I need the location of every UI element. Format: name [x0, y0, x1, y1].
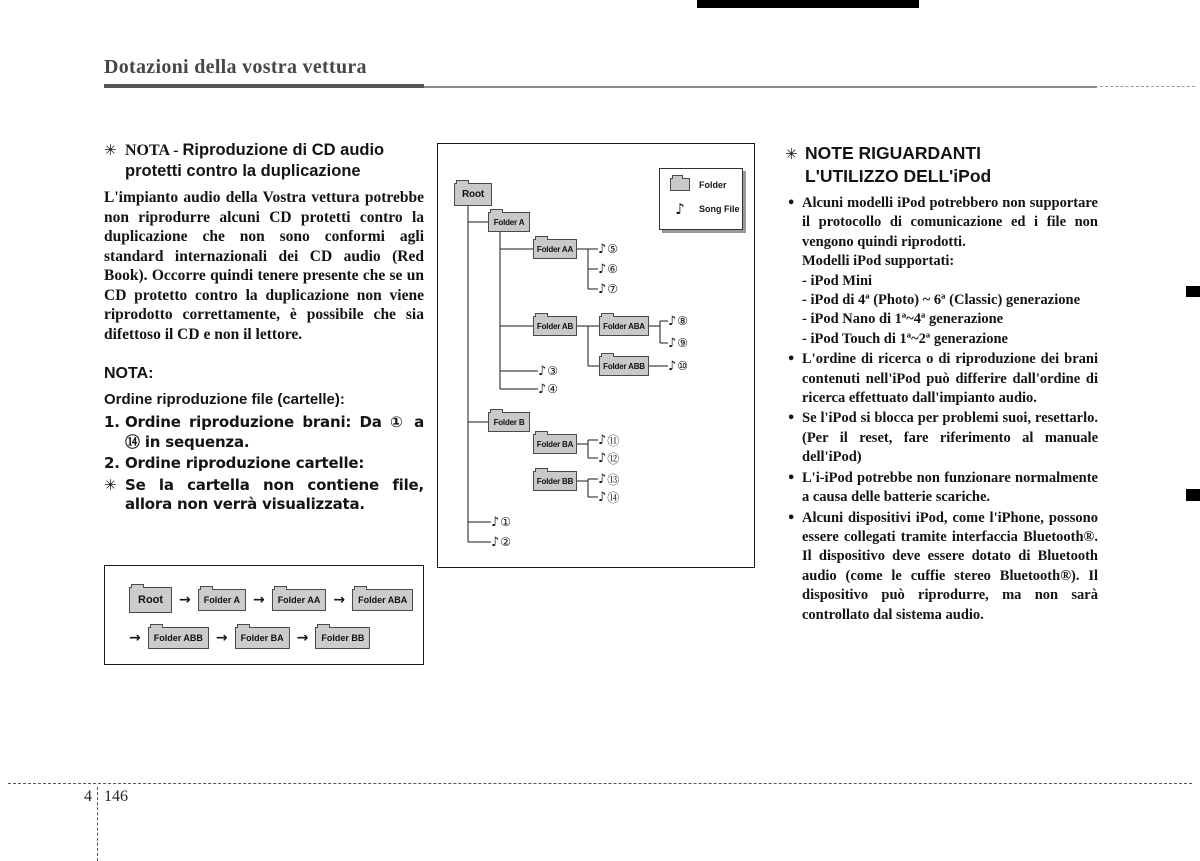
arrow-right-icon: →	[215, 629, 228, 646]
tree-node-folder-b	[488, 412, 530, 432]
nota-label: NOTA -	[125, 142, 183, 159]
song-number: ⑬	[607, 472, 620, 487]
music-note-icon: ♪	[668, 313, 677, 329]
bullet-text: L'i-iPod potrebbe non funzionare normalmente a causa delle batterie scariche.	[802, 469, 1098, 506]
tree-node-label: Folder AA	[536, 244, 574, 254]
tree-node-root	[454, 183, 492, 206]
arrow-right-icon: →	[252, 591, 265, 608]
ipod-models-title: Modelli iPod supportati:	[802, 253, 955, 270]
item-text: Se la cartella non contiene file, allora non verrà visualizzata.	[125, 475, 424, 513]
tree-song-14	[598, 489, 619, 505]
tree-node-label: Folder ABB	[603, 361, 645, 371]
flow-node-label: Root	[138, 594, 164, 606]
tree-song-7	[598, 281, 618, 297]
tree-node-folder-bb	[533, 471, 577, 491]
folder-tree-diagram	[437, 143, 755, 568]
bullet-text: Alcuni dispositivi iPod, come l'iPhone, possono essere collegati tramite interfaccia Bluetooth®. Il dispositivo deve essere dotato di Bluetooth audio (come le cuffie stereo Bluetooth®). Il dispositivo può riprodurre, ma non sarà controllato dal sistema audio.	[802, 509, 1098, 623]
ipod-model-item: - iPod Touch di 1ª~2ª generazione	[802, 330, 1008, 347]
song-number: ⑨	[677, 336, 689, 350]
tree-song-13	[598, 471, 619, 487]
flow-node-folder-aba	[352, 589, 413, 611]
music-note-icon: ♪	[598, 432, 607, 448]
tree-node-folder-aa	[533, 239, 577, 259]
item-number: 1.	[104, 413, 120, 431]
music-note-icon: ♪	[598, 450, 607, 466]
cd-note-heading-text: Riproduzione di CD audio protetti contro la duplicazione	[125, 141, 385, 180]
song-number: ⑦	[607, 282, 619, 296]
page-title: Dotazioni della vostra vettura	[104, 56, 367, 78]
tree-song-9	[668, 335, 688, 351]
music-note-icon: ♪	[668, 358, 677, 374]
tree-node-folder-a	[488, 212, 530, 232]
item-text: Ordine riproduzione brani: Da ① a ⑭ in sequenza.	[125, 413, 424, 451]
ipod-heading-line1: NOTE RIGUARDANTI	[805, 143, 981, 163]
tree-node-folder-ba	[533, 434, 577, 454]
song-number: ⑥	[607, 262, 619, 276]
tree-song-11	[598, 432, 619, 448]
tree-song-6	[598, 261, 618, 277]
cd-note-heading	[104, 140, 406, 182]
flow-row-1	[129, 582, 413, 613]
left-column	[104, 140, 424, 517]
scan-artifact-top-bar	[697, 0, 919, 8]
ipod-bullet-5	[785, 509, 1098, 625]
nota-section-title: NOTA:	[104, 365, 154, 382]
music-note-icon: ♪	[668, 335, 677, 351]
ipod-bullet-3	[785, 409, 1098, 467]
flow-node-folder-ba	[235, 627, 290, 649]
ipod-model-item: - iPod di 4ª (Photo) ~ 6ª (Classic) generazione	[802, 292, 1081, 309]
folder-icon	[670, 178, 690, 191]
asterisk-icon: ✳	[785, 145, 798, 163]
ipod-heading-line2: L'UTILIZZO DELL'iPod	[805, 166, 992, 186]
play-order-item-1	[104, 413, 424, 452]
arrow-right-icon: →	[179, 591, 191, 608]
tree-song-3	[538, 363, 558, 379]
folder-order-diagram	[104, 565, 424, 665]
tree-node-folder-aba	[599, 316, 649, 336]
asterisk-icon: ✳	[104, 475, 117, 494]
flow-node-label: Folder ABB	[153, 633, 203, 643]
tree-node-label: Folder AB	[536, 321, 574, 331]
tree-node-folder-abb	[599, 356, 649, 376]
song-number: ⑫	[607, 451, 620, 466]
music-note-icon: ♪	[538, 381, 547, 397]
tree-node-label: Folder BA	[536, 439, 574, 449]
tree-song-2	[491, 534, 511, 550]
flow-node-label: Folder A	[203, 595, 240, 605]
header-rule-light	[424, 86, 1097, 88]
song-number: ③	[547, 364, 559, 378]
flow-node-folder-aa	[272, 589, 327, 611]
song-number: ⑧	[677, 314, 689, 328]
music-note-icon: ♪	[491, 534, 500, 550]
bullet-icon: •	[787, 196, 796, 211]
music-note-icon: ♪	[598, 241, 607, 257]
tree-song-10	[668, 358, 688, 374]
tree-node-folder-ab	[533, 316, 577, 336]
arrow-right-icon: →	[129, 629, 141, 646]
chapter-number: 4	[84, 788, 92, 805]
song-number: ②	[500, 535, 512, 549]
music-note-icon: ♪	[491, 514, 500, 530]
music-note-icon: ♪	[675, 200, 685, 218]
tree-node-label: Folder A	[493, 217, 525, 227]
bullet-text: Alcuni modelli iPod potrebbero non supportare il protocollo di comunicazione ed i file non vengono quindi riprodotti.	[802, 195, 1098, 250]
header-rule-dashed	[1100, 86, 1195, 87]
tree-song-5	[598, 241, 618, 257]
tree-song-4	[538, 381, 558, 397]
tree-node-label: Folder B	[493, 417, 525, 427]
bullet-text: L'ordine di ricerca o di riproduzione dei brani contenuti nell'iPod può differire dall'ordine di ricerca effettuato dall'impianto audio.	[802, 351, 1098, 407]
tree-node-label: Folder ABA	[603, 321, 645, 331]
music-note-icon: ♪	[598, 261, 607, 277]
song-number: ⑤	[607, 242, 619, 256]
flow-node-label: Folder BA	[240, 633, 284, 643]
song-number: ④	[547, 382, 559, 396]
bullet-text: Se l'iPod si blocca per problemi suoi, resettarlo. (Per il reset, fare riferimento al manuale dell'iPod)	[802, 410, 1098, 466]
nota-section-subtitle: Ordine riproduzione file (cartelle):	[104, 391, 345, 408]
right-column	[785, 142, 1098, 626]
tree-node-label: Root	[462, 189, 484, 200]
page-number: 146	[104, 788, 128, 805]
flow-node-label: Folder BB	[321, 633, 365, 643]
asterisk-icon: ✳	[104, 141, 117, 159]
tree-song-8	[668, 313, 688, 329]
ipod-bullet-4	[785, 469, 1098, 508]
tree-legend	[659, 168, 743, 230]
scan-artifact-edge-mark-1	[1186, 286, 1200, 297]
bullet-icon: •	[787, 470, 796, 486]
music-note-icon: ♪	[598, 281, 607, 297]
legend-folder-row	[670, 178, 742, 191]
flow-node-label: Folder AA	[277, 595, 321, 605]
crop-mark-vertical	[97, 787, 98, 861]
play-order-item-3	[104, 476, 424, 515]
cd-note-body: L'impianto audio della Vostra vettura potrebbe non riprodurre alcuni CD protetti contro la duplicazione che non sono conformi agli standard internazionali dei CD audio (Red Book). Occorre quindi tenere presente che se un CD protetto contro la duplicazione non viene riprodotto correttamente, è possibile che sia difettoso il CD e non il lettore.	[104, 189, 424, 343]
legend-folder-label: Folder	[699, 179, 727, 190]
music-note-icon: ♪	[598, 489, 607, 505]
ipod-notes-heading	[785, 142, 1098, 187]
play-order-item-2	[104, 454, 424, 474]
bullet-icon: •	[787, 510, 796, 526]
ipod-model-item: - iPod Mini	[802, 272, 873, 289]
tree-song-1	[491, 514, 511, 530]
crop-mark-horizontal	[8, 783, 1192, 784]
ipod-models-list	[802, 272, 1098, 350]
item-text: Ordine riproduzione cartelle:	[125, 454, 365, 472]
song-number: ⑭	[607, 490, 620, 505]
flow-node-folder-abb	[148, 627, 209, 649]
item-number: 2.	[104, 454, 120, 472]
tree-song-12	[598, 450, 619, 466]
ipod-model-item: - iPod Nano di 1ª~4ª generazione	[802, 311, 1004, 328]
song-number: ①	[500, 515, 512, 529]
flow-node-label: Folder ABA	[358, 595, 408, 605]
flow-node-folder-bb	[315, 627, 370, 649]
legend-song-label: Song File	[699, 204, 740, 214]
header-rule-dark	[104, 84, 424, 88]
bullet-icon: •	[787, 411, 796, 427]
music-note-icon: ♪	[598, 471, 607, 487]
song-number: ⑩	[677, 359, 689, 373]
scan-artifact-edge-mark-2	[1186, 489, 1200, 501]
flow-node-folder-a	[198, 589, 246, 611]
ipod-bullet-1	[785, 194, 1098, 349]
legend-song-row	[670, 200, 742, 218]
flow-node-root	[129, 587, 172, 613]
bullet-icon: •	[787, 352, 796, 368]
song-number: ⑪	[607, 433, 620, 448]
music-note-icon: ♪	[538, 363, 547, 379]
arrow-right-icon: →	[296, 629, 309, 646]
flow-row-2	[129, 622, 370, 649]
ipod-bullet-2	[785, 350, 1098, 408]
tree-node-label: Folder BB	[536, 476, 574, 486]
arrow-right-icon: →	[333, 591, 346, 608]
